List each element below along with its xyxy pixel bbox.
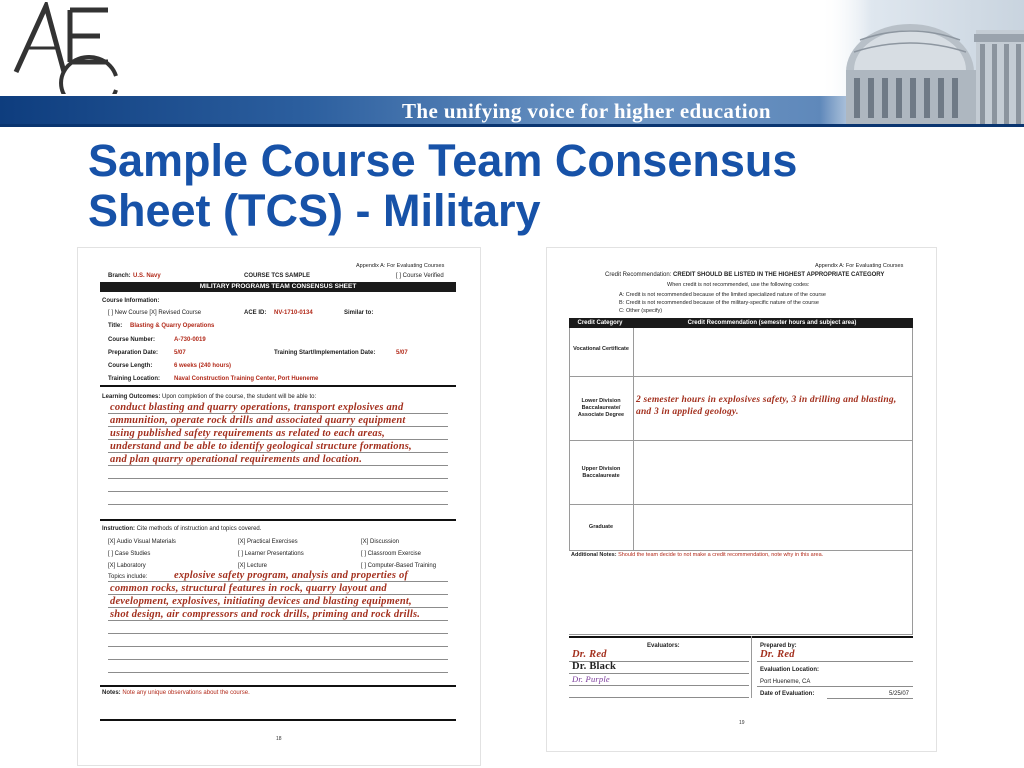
code-c: C: Other (specify)	[619, 308, 663, 314]
method-item: [ ] Case Studies	[108, 551, 151, 557]
section-rule	[100, 385, 456, 387]
col-header-recommendation: Credit Recommendation (semester hours and subject area)	[631, 318, 913, 328]
topics-label: Topics include:	[108, 574, 148, 580]
evaluator-signature: Dr. Purple	[572, 674, 610, 684]
category-graduate: Graduate	[588, 524, 614, 530]
evaluator-signature: Dr. Red	[572, 649, 607, 660]
course-verified: [ ] Course Verified	[396, 273, 444, 279]
line-rule	[108, 465, 448, 466]
col-header-category: Credit Category	[569, 318, 631, 328]
tcs-page-left	[77, 247, 481, 766]
line-rule	[108, 478, 448, 479]
code-b: B: Credit is not recommended because of the military-specific nature of the course	[619, 300, 819, 306]
tcs-page-right	[546, 247, 937, 752]
line-rule	[108, 620, 448, 621]
code-a: A: Credit is not recommended because of the limited specialized nature of the course	[619, 292, 826, 298]
date-value: 5/25/07	[889, 691, 910, 697]
title-label: Title:	[108, 323, 123, 329]
appendix-note: Appendix A: For Evaluating Courses	[356, 263, 445, 269]
table-border	[569, 376, 913, 377]
method-item: [ ] Computer-Based Training	[361, 563, 437, 569]
course-number-value: A-730-0019	[174, 337, 206, 343]
prepared-by-signature: Dr. Red	[760, 649, 795, 660]
page-number: 19	[739, 720, 745, 726]
method-item: [ ] Learner Presentations	[238, 551, 304, 557]
outcome-line: understand and be able to identify geological structure formations,	[110, 441, 412, 452]
table-border	[569, 440, 913, 441]
section-rule	[100, 519, 456, 521]
line-rule	[108, 672, 448, 673]
divider	[751, 636, 752, 698]
training-start-value: 5/07	[396, 350, 408, 356]
date-label: Date of Evaluation:	[760, 691, 815, 697]
tagline: The unifying voice for higher education	[402, 99, 771, 123]
section-rule	[100, 685, 456, 687]
eval-location-value: Port Hueneme, CA	[760, 679, 811, 685]
additional-notes: Additional Notes: Should the team decide to not make a credit recommendation, note why in this area.	[571, 552, 824, 558]
eval-location-label: Evaluation Location:	[760, 667, 820, 673]
course-length-label: Course Length:	[108, 363, 153, 369]
slide-title	[88, 136, 968, 236]
line-rule	[757, 661, 913, 662]
credit-recommendation: Credit Recommendation: CREDIT SHOULD BE LISTED IN THE HIGHEST APPROPRIATE CATEGORY	[605, 272, 885, 278]
topics-line: development, explosives, initiating devices and blasting equipment,	[110, 596, 412, 607]
capitol-dome-image	[820, 0, 1024, 124]
training-location-label: Training Location:	[108, 376, 160, 382]
evaluators-label: Evaluators:	[647, 643, 680, 649]
outcome-line: using published safety requirements as related to each areas,	[110, 428, 385, 439]
course-number-label: Course Number:	[108, 337, 156, 343]
outcome-line: ammunition, operate rock drills and associated quarry equipment	[110, 415, 406, 426]
topics-line: explosive safety program, analysis and properties of	[174, 570, 409, 581]
outcome-line: conduct blasting and quarry operations, transport explosives and	[110, 402, 404, 413]
course-info-label: Course Information:	[102, 298, 160, 304]
ace-id-label: ACE ID:	[244, 310, 267, 316]
title-value: Blasting & Quarry Operations	[130, 323, 215, 329]
prepared-by-label: Prepared by:	[760, 643, 797, 649]
branch-label: Branch:	[108, 273, 131, 279]
header-banner-rule	[0, 124, 1024, 127]
line-rule	[108, 504, 448, 505]
line-rule	[108, 659, 448, 660]
page-number: 18	[276, 736, 282, 742]
slide-title-line-1: Sample Course Team Consensus	[88, 135, 798, 186]
ace-logo	[12, 2, 132, 94]
line-rule	[108, 491, 448, 492]
method-item: [X] Discussion	[361, 539, 400, 545]
section-rule	[100, 719, 456, 721]
course-tcs-sample: COURSE TCS SAMPLE	[244, 273, 311, 279]
line-rule	[827, 698, 913, 699]
table-border	[569, 634, 913, 635]
topics-line: shot design, air compressors and rock drills, priming and rock drills.	[110, 609, 421, 620]
similar-to-label: Similar to:	[344, 310, 374, 316]
table-border	[569, 328, 570, 550]
appendix-note: Appendix A: For Evaluating Courses	[815, 263, 904, 269]
instruction-prompt: Instruction: Cite methods of instruction and topics covered.	[102, 526, 262, 532]
ace-id-value: NV-1710-0134	[274, 310, 313, 316]
line-rule	[108, 633, 448, 634]
slide-title-line-2: Sheet (TCS) - Military	[88, 185, 541, 236]
method-item: [X] Laboratory	[108, 563, 146, 569]
category-vocational: Vocational Certificate	[573, 346, 629, 352]
outcome-line: and plan quarry operational requirements and location.	[110, 454, 363, 465]
military-programs-banner: MILITARY PROGRAMS TEAM CONSENSUS SHEET	[100, 282, 456, 292]
training-start-label: Training Start/Implementation Date:	[274, 350, 376, 356]
lower-division-recommendation: 2 semester hours in explosives safety, 3 in drilling and blasting, and 3 in applied geology.	[636, 395, 897, 417]
topics-line: common rocks, structural features in rock, quarry layout and	[110, 583, 387, 594]
learning-outcomes-prompt: Learning Outcomes: Upon completion of the course, the student will be able to:	[102, 394, 317, 400]
method-item: [ ] Classroom Exercise	[361, 551, 422, 557]
not-recommended-note: When credit is not recommended, use the following codes:	[667, 282, 810, 288]
table-border	[912, 328, 913, 634]
section-rule	[569, 636, 913, 638]
prep-date-label: Preparation Date:	[108, 350, 159, 356]
training-location-value: Naval Construction Training Center, Port Hueneme	[174, 376, 319, 382]
category-lower-division: Lower Division Baccalaureate/ Associate Degree	[577, 398, 625, 418]
line-rule	[569, 685, 749, 686]
new-revised-course: [ ] New Course [X] Revised Course	[108, 310, 202, 316]
notes: Notes: Note any unique observations about the course.	[102, 690, 250, 696]
table-border	[569, 504, 913, 505]
category-upper-division: Upper Division Baccalaureate	[581, 466, 621, 479]
method-item: [X] Audio Visual Materials	[108, 539, 176, 545]
line-rule	[757, 686, 913, 687]
line-rule	[569, 697, 749, 698]
course-length-value: 6 weeks (240 hours)	[174, 363, 232, 369]
method-item: [X] Practical Exercises	[238, 539, 298, 545]
branch-value: U.S. Navy	[133, 273, 161, 279]
method-item: [X] Lecture	[238, 563, 268, 569]
table-border	[633, 328, 634, 550]
line-rule	[108, 646, 448, 647]
prep-date-value: 5/07	[174, 350, 186, 356]
evaluator-signature: Dr. Black	[572, 661, 616, 672]
